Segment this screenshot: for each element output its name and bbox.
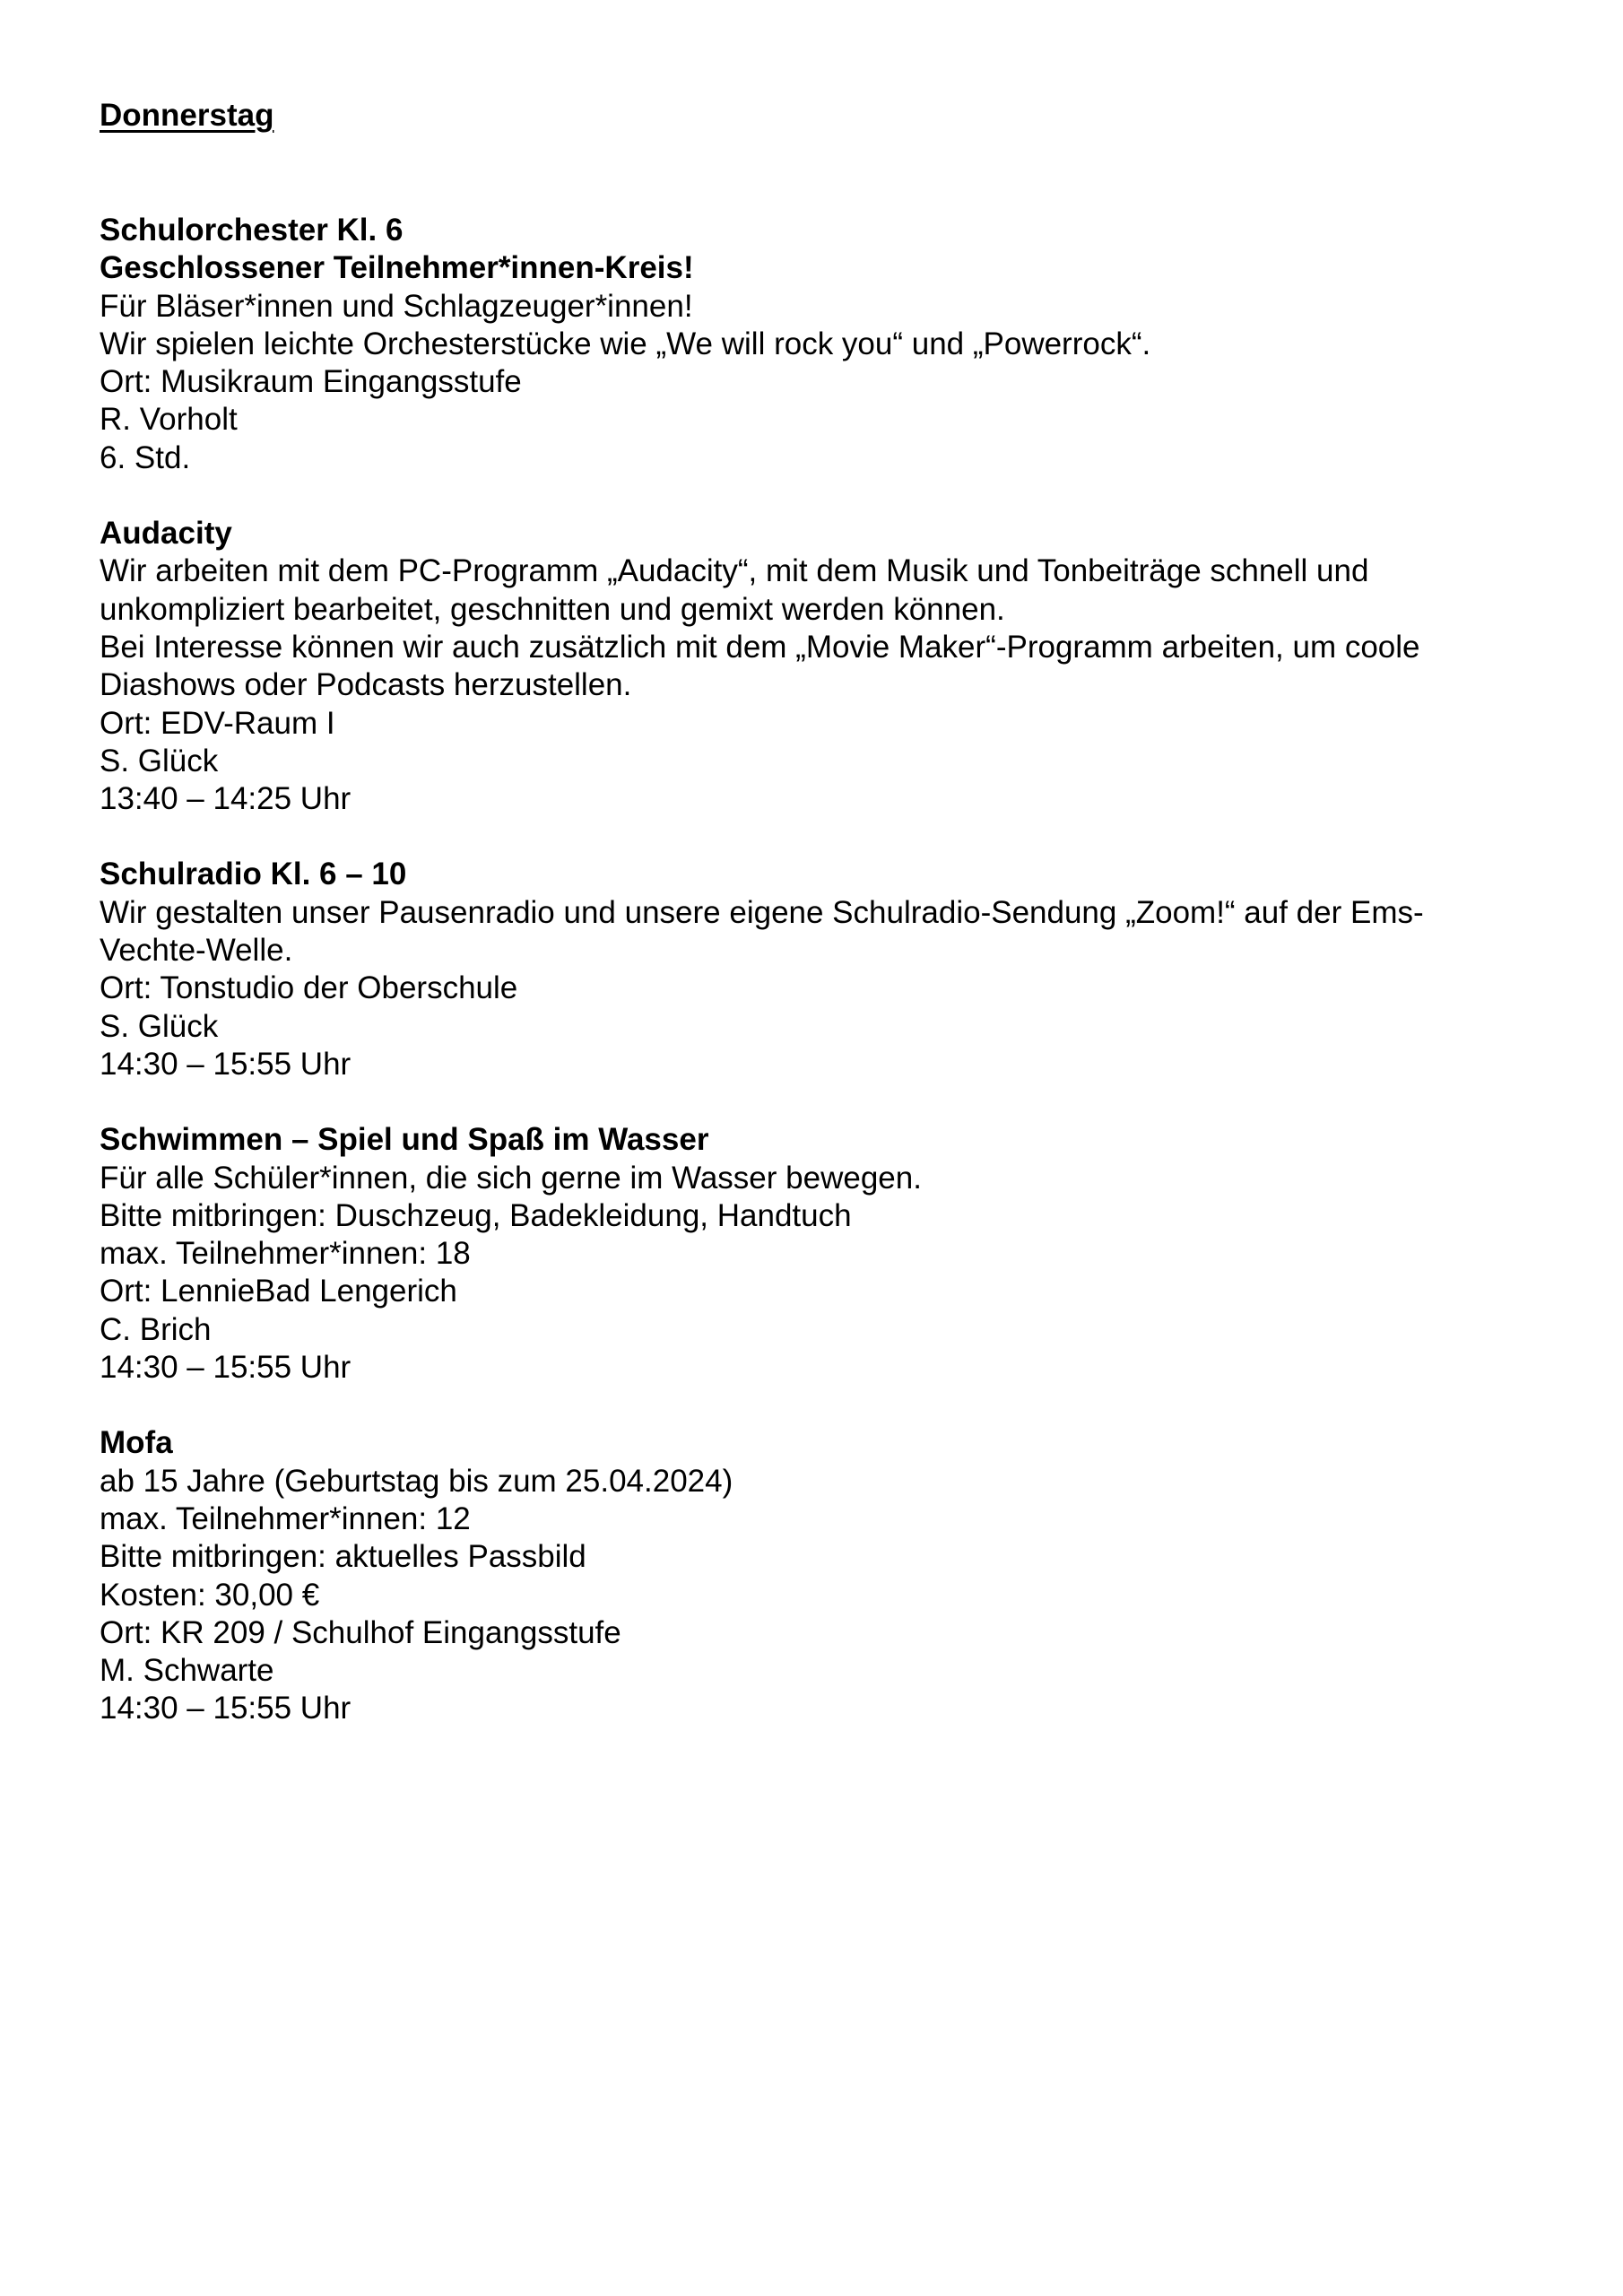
course-time: 14:30 – 15:55 Uhr (100, 1046, 352, 1082)
course-location: Ort: EDV-Raum I (100, 705, 335, 741)
course-subtitle: Geschlossener Teilnehmer*innen-Kreis! (100, 250, 694, 286)
course-location: Ort: Tonstudio der Oberschule (100, 970, 518, 1006)
course-location: Ort: LennieBad Lengerich (100, 1274, 457, 1309)
course-time: 13:40 – 14:25 Uhr (100, 781, 352, 817)
course-location: Ort: Musikraum Eingangsstufe (100, 364, 522, 400)
course-teacher: S. Glück (100, 1008, 219, 1044)
course-teacher: S. Glück (100, 743, 219, 778)
course-title: Schulradio Kl. 6 – 10 (100, 857, 407, 892)
course-location: Ort: KR 209 / Schulhof Eingangsstufe (100, 1614, 621, 1650)
course-schulradio (100, 856, 1552, 1083)
course-description: Wir spielen leichte Orchesterstücke wie „We will rock you“ und „Powerrock“. (100, 326, 1151, 361)
course-time: 6. Std. (100, 439, 191, 475)
course-max-participants: max. Teilnehmer*innen: 18 (100, 1236, 471, 1272)
course-requirements: Bitte mitbringen: aktuelles Passbild (100, 1539, 586, 1575)
course-title: Mofa (100, 1425, 173, 1461)
course-title: Schwimmen – Spiel und Spaß im Wasser (100, 1122, 709, 1158)
course-time: 14:30 – 15:55 Uhr (100, 1691, 352, 1726)
course-max-participants: max. Teilnehmer*innen: 12 (100, 1500, 471, 1536)
course-schwimmen (100, 1121, 1552, 1387)
course-description: unkompliziert bearbeitet, geschnitten und gemixt werden können. (100, 591, 1005, 627)
course-schulorchester (100, 212, 1552, 477)
course-description: Wir arbeiten mit dem PC-Programm „Audacity“, mit dem Musik und Tonbeiträge schnell und (100, 553, 1369, 589)
course-description: Für alle Schüler*innen, die sich gerne im Wasser bewegen. (100, 1160, 922, 1196)
course-title: Audacity (100, 516, 232, 552)
course-teacher: M. Schwarte (100, 1653, 274, 1689)
course-description: Für Bläser*innen und Schlagzeuger*innen! (100, 288, 693, 324)
day-heading: Donnerstag (100, 98, 274, 133)
course-teacher: C. Brich (100, 1311, 212, 1347)
course-description: Diashows oder Podcasts herzustellen. (100, 667, 632, 703)
course-description: Bei Interesse können wir auch zusätzlich mit dem „Movie Maker“-Programm arbeiten, um coole (100, 629, 1420, 665)
course-mofa (100, 1424, 1552, 1727)
course-cost: Kosten: 30,00 € (100, 1577, 320, 1613)
course-description: Vechte-Welle. (100, 933, 293, 969)
course-age-requirement: ab 15 Jahre (Geburtstag bis zum 25.04.2024) (100, 1463, 733, 1499)
course-title: Schulorchester Kl. 6 (100, 213, 404, 248)
course-time: 14:30 – 15:55 Uhr (100, 1350, 352, 1386)
course-requirements: Bitte mitbringen: Duschzeug, Badekleidung, Handtuch (100, 1197, 852, 1233)
course-description: Wir gestalten unser Pausenradio und unsere eigene Schulradio-Sendung „Zoom!“ auf der Ems- (100, 894, 1424, 930)
course-audacity (100, 515, 1552, 818)
document-body (100, 97, 1552, 1766)
course-teacher: R. Vorholt (100, 402, 238, 438)
